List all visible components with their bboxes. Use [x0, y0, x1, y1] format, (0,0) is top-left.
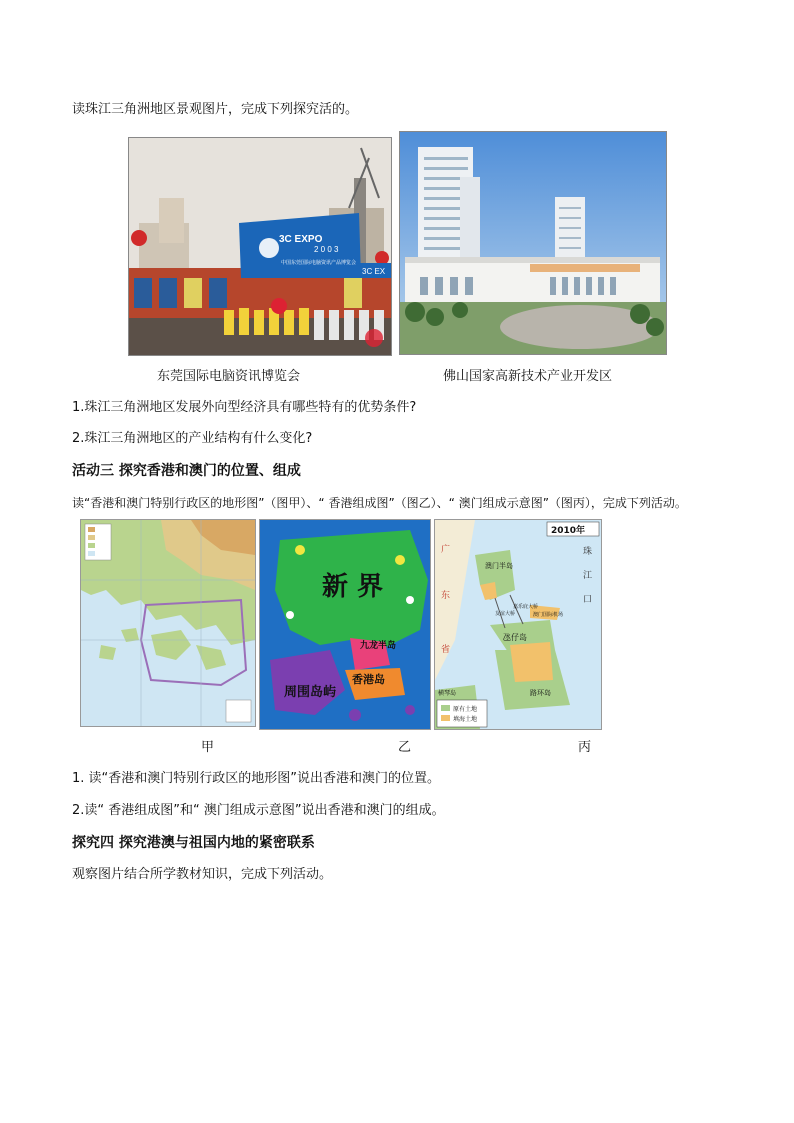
expo-sign-text2: 2 0 0 3 — [314, 245, 339, 254]
intro-text: 读珠江三角洲地区景观图片，完成下列探究活的。 — [72, 102, 359, 117]
label-airport: 澳门国际机场 — [533, 612, 564, 618]
activity3-instruction: 读“香港和澳门特别行政区的地形图”（图甲）、“ 香港组成图”（图乙）、“ 澳门组成示意图”（图丙），完成下列活动。 — [72, 496, 687, 510]
expo-caption: 东莞国际电脑资讯博览会 — [157, 369, 301, 384]
label-bridge-friendship: 友谊大桥 — [495, 611, 516, 617]
question-2: 2.珠江三角洲地区的产业结构有什么变化? — [72, 431, 313, 446]
map-year: 2010年 — [551, 526, 586, 536]
label-macau-peninsula: 澳门半岛 — [485, 562, 513, 570]
map-terrain — [80, 519, 256, 727]
expo-side-sign: 3C EX — [362, 267, 386, 276]
activity3-question-1: 1. 读“香港和澳门特别行政区的地形图”说出香港和澳门的位置。 — [72, 771, 441, 786]
map-label-jia: 甲 — [201, 740, 215, 755]
map-label-bing: 丙 — [578, 740, 592, 755]
activity3-question-2: 2.读“ 香港组成图”和“ 澳门组成示意图”说出香港和澳门的组成。 — [72, 803, 445, 818]
label-kou: 口 — [583, 595, 593, 605]
label-kowloon: 九龙半岛 — [360, 641, 397, 651]
label-zhu: 珠 — [583, 547, 593, 557]
explore4-instruction: 观察图片结合所学教材知识，完成下列活动。 — [72, 867, 333, 882]
label-taipa: 氹仔岛 — [503, 633, 527, 642]
map-macau-composition — [434, 519, 602, 730]
explore4-heading: 探究四 探究港澳与祖国内地的紧密联系 — [72, 835, 315, 851]
label-sheng: 省 — [441, 645, 451, 655]
legend-original-land: 原有土地 — [453, 706, 478, 713]
label-hk-island: 香港岛 — [352, 673, 385, 686]
label-bridge-carvalho: 嘉乐庇大桥 — [513, 604, 539, 610]
legend-reclaimed-land: 填海土地 — [453, 716, 478, 723]
map-hk-composition — [259, 519, 431, 730]
expo-sign-text3: 中国东莞国际电脑资讯产品博览会 — [281, 260, 357, 266]
label-jiang: 江 — [583, 571, 593, 581]
label-dong: 东 — [441, 591, 451, 601]
question-1: 1.珠江三角洲地区发展外向型经济具有哪些特有的优势条件? — [72, 400, 417, 415]
foshan-photo — [399, 131, 667, 355]
activity3-heading: 活动三 探究香港和澳门的位置、组成 — [72, 463, 301, 479]
expo-sign-text1: 3C EXPO — [279, 234, 323, 245]
label-outlying-islands: 周围岛屿 — [284, 685, 337, 700]
label-new-territories: 新 界 — [322, 572, 384, 602]
foshan-caption: 佛山国家高新技术产业开发区 — [443, 369, 613, 384]
label-hengqin: 横琴岛 — [438, 690, 457, 697]
map-label-yi: 乙 — [398, 740, 412, 755]
label-coloane: 路环岛 — [530, 689, 551, 697]
label-guang: 广 — [441, 545, 451, 555]
expo-photo — [128, 137, 392, 356]
